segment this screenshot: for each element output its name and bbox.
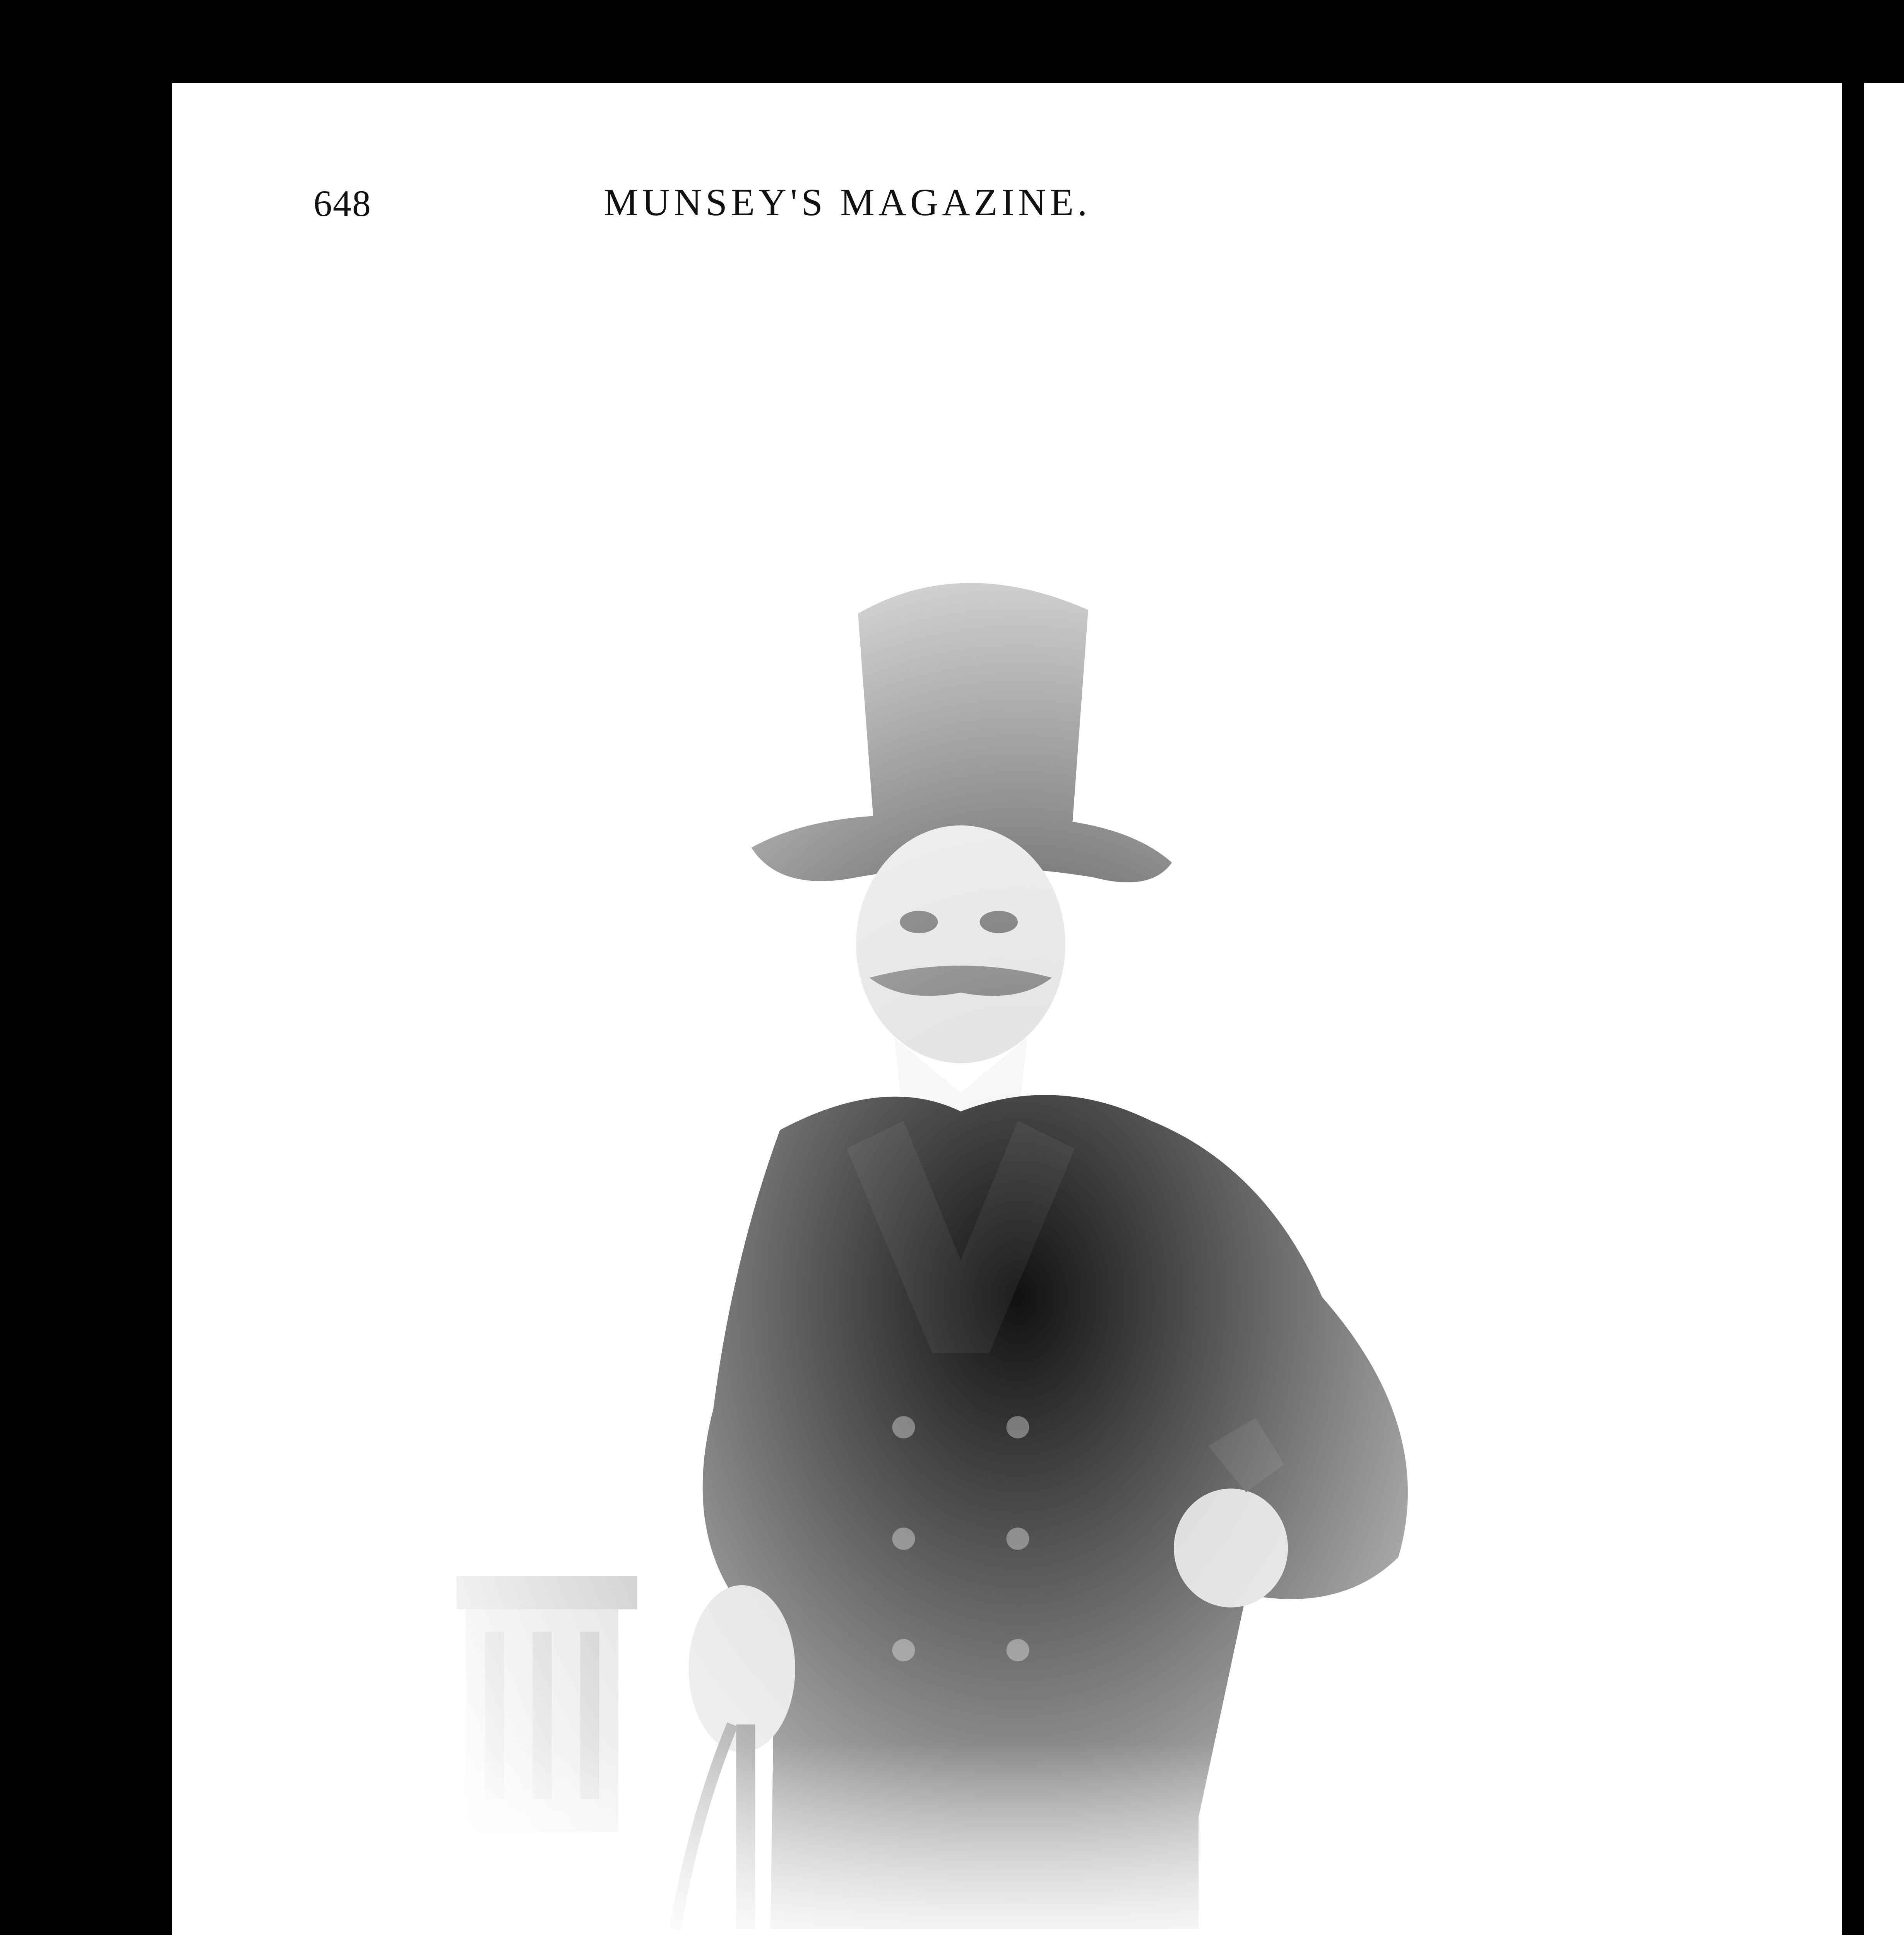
page-number: 648 <box>313 183 372 224</box>
facing-page-edge <box>1856 83 1904 1935</box>
running-title: MUNSEY'S MAGAZINE. <box>604 181 1091 224</box>
portrait-illustration <box>447 480 1589 1935</box>
portrait-photograph <box>447 480 1589 1935</box>
